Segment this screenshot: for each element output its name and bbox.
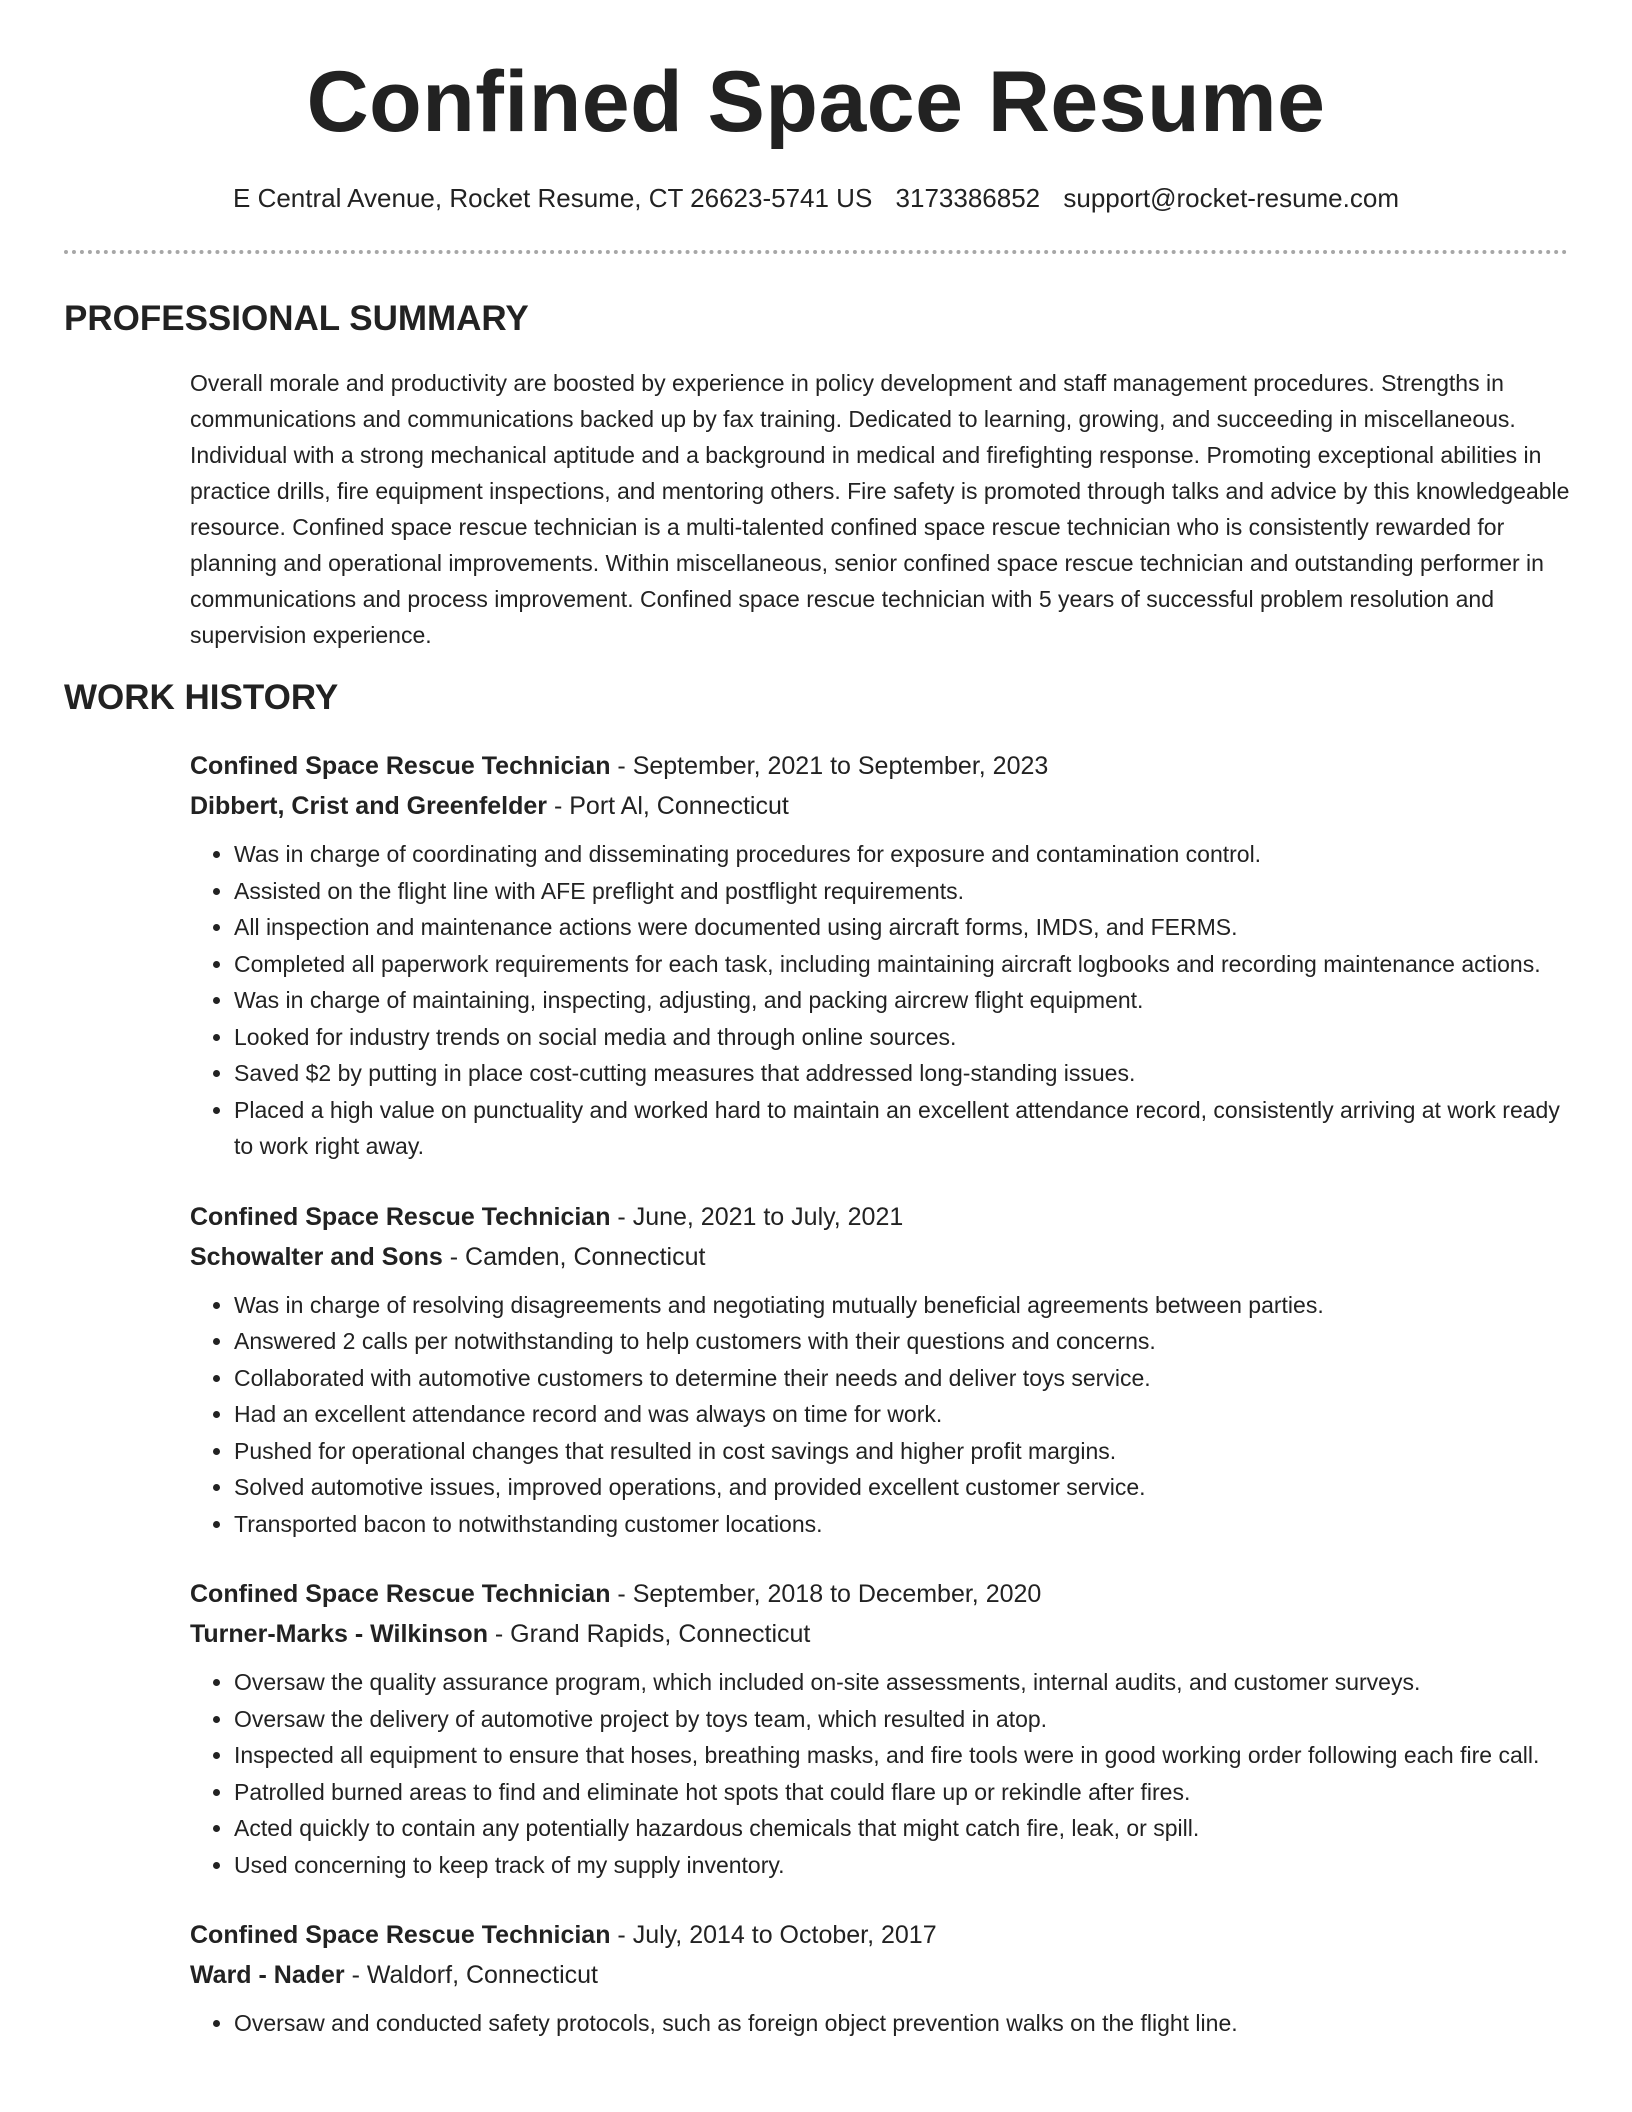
job-title: Confined Space Rescue Technician	[190, 1921, 611, 1949]
resume-title: Confined Space Resume	[306, 54, 1326, 150]
job-company-line	[190, 1955, 1570, 1995]
job-bullet: • Transported bacon to notwithstanding customer locations.	[234, 1506, 1570, 1543]
job-company-line	[190, 1614, 1570, 1654]
job-bullet: • Oversaw the quality assurance program, which included on-site assessments, internal audits, and customer surveys.	[234, 1664, 1570, 1701]
contact-phone: 3173386852	[895, 183, 1041, 213]
job-location: - Port Al, Connecticut	[547, 792, 789, 820]
job-bullet: • Patrolled burned areas to find and eliminate hot spots that could flare up or rekindle after fires.	[234, 1774, 1570, 1811]
job-bullet: • Solved automotive issues, improved operations, and provided excellent customer service.	[234, 1469, 1570, 1506]
contact-line	[0, 180, 1632, 216]
job-bullet: • Collaborated with automotive customers to determine their needs and deliver toys service.	[234, 1360, 1570, 1397]
contact-email: support@rocket-resume.com	[1063, 183, 1399, 213]
header-divider	[64, 250, 1568, 254]
job-bullet: • Saved $2 by putting in place cost-cutting measures that addressed long-standing issues.	[234, 1055, 1570, 1092]
job-bullet: • Was in charge of coordinating and disseminating procedures for exposure and contamination control.	[234, 836, 1570, 873]
job-title-line	[190, 746, 1570, 786]
job-dates: - September, 2021 to September, 2023	[610, 752, 1049, 780]
job-entry	[190, 1574, 1570, 1883]
contact-address: E Central Avenue, Rocket Resume, CT 26623-5741 US	[233, 183, 873, 213]
job-location: - Waldorf, Connecticut	[344, 1961, 598, 1989]
job-bullet: • Pushed for operational changes that resulted in cost savings and higher profit margins.	[234, 1433, 1570, 1470]
job-title-line	[190, 1197, 1570, 1237]
job-bullet-list	[190, 1664, 1570, 1883]
job-bullet: • Oversaw and conducted safety protocols, such as foreign object prevention walks on the flight line.	[234, 2005, 1570, 2042]
summary-heading: PROFESSIONAL SUMMARY	[64, 299, 529, 338]
job-dates: - June, 2021 to July, 2021	[610, 1202, 904, 1231]
job-title-line	[190, 1574, 1570, 1614]
job-dates: - September, 2018 to December, 2020	[610, 1580, 1042, 1608]
work-history-list	[190, 746, 1570, 2074]
job-company: Dibbert, Crist and Greenfelder	[190, 792, 548, 820]
summary-text: Overall morale and productivity are boosted by experience in policy development and staff management procedures. Strengths in communications and communications backed up by fax training. Dedicated to learning, growing, and succeeding in miscellaneous. Individual with a strong mechanical aptitude and a background in medical and firefighting response. Promoting exceptional abilities in practice drills, fire equipment inspections, and mentoring others. Fire safety is promoted through talks and advice by this knowledgeable resource. Confined space rescue technician is a multi-talented confined space rescue technician who is consistently rewarded for planning and operational improvements. Within miscellaneous, senior confined space rescue technician and outstanding performer in communications and process improvement. Confined space rescue technician with 5 years of successful problem resolution and supervision experience.	[190, 370, 1570, 648]
job-entry	[190, 746, 1570, 1165]
job-company: Ward - Nader	[190, 1961, 345, 1989]
job-bullet: • Placed a high value on punctuality and worked hard to maintain an excellent attendance record, consistently arriving at work ready to work right away.	[234, 1092, 1570, 1165]
job-bullet: • Was in charge of resolving disagreements and negotiating mutually beneficial agreements between parties.	[234, 1287, 1570, 1324]
job-dates: - July, 2014 to October, 2017	[610, 1921, 937, 1949]
job-bullet-list	[190, 836, 1570, 1165]
job-company-line	[190, 1237, 1570, 1277]
job-bullet: • Inspected all equipment to ensure that hoses, breathing masks, and fire tools were in good working order following each fire call.	[234, 1737, 1570, 1774]
job-bullet: • Assisted on the flight line with AFE preflight and postflight requirements.	[234, 873, 1570, 910]
job-company: Schowalter and Sons	[190, 1242, 443, 1271]
job-title: Confined Space Rescue Technician	[190, 1202, 611, 1231]
job-location: - Grand Rapids, Connecticut	[487, 1620, 811, 1648]
job-bullet: • Looked for industry trends on social media and through online sources.	[234, 1019, 1570, 1056]
job-company: Turner-Marks - Wilkinson	[190, 1620, 488, 1648]
job-bullet: • Oversaw the delivery of automotive project by toys team, which resulted in atop.	[234, 1701, 1570, 1738]
job-entry	[190, 1915, 1570, 2042]
job-bullet-list	[190, 2005, 1570, 2042]
job-bullet: • Answered 2 calls per notwithstanding to help customers with their questions and concerns.	[234, 1323, 1570, 1360]
work-history-heading: WORK HISTORY	[64, 678, 339, 717]
job-bullet: • All inspection and maintenance actions were documented using aircraft forms, IMDS, and FERMS.	[234, 909, 1570, 946]
job-bullet: • Was in charge of maintaining, inspecting, adjusting, and packing aircrew flight equipment.	[234, 982, 1570, 1019]
job-location: - Camden, Connecticut	[442, 1242, 706, 1271]
job-bullet: • Used concerning to keep track of my supply inventory.	[234, 1847, 1570, 1884]
job-entry	[190, 1197, 1570, 1543]
job-bullet: • Acted quickly to contain any potentially hazardous chemicals that might catch fire, leak, or spill.	[234, 1810, 1570, 1847]
job-bullet: • Had an excellent attendance record and was always on time for work.	[234, 1396, 1570, 1433]
job-title: Confined Space Rescue Technician	[190, 752, 611, 780]
job-bullet: • Completed all paperwork requirements for each task, including maintaining aircraft logbooks and recording maintenance actions.	[234, 946, 1570, 983]
job-title: Confined Space Rescue Technician	[190, 1580, 611, 1608]
job-company-line	[190, 786, 1570, 826]
job-title-line	[190, 1915, 1570, 1955]
job-bullet-list	[190, 1287, 1570, 1543]
